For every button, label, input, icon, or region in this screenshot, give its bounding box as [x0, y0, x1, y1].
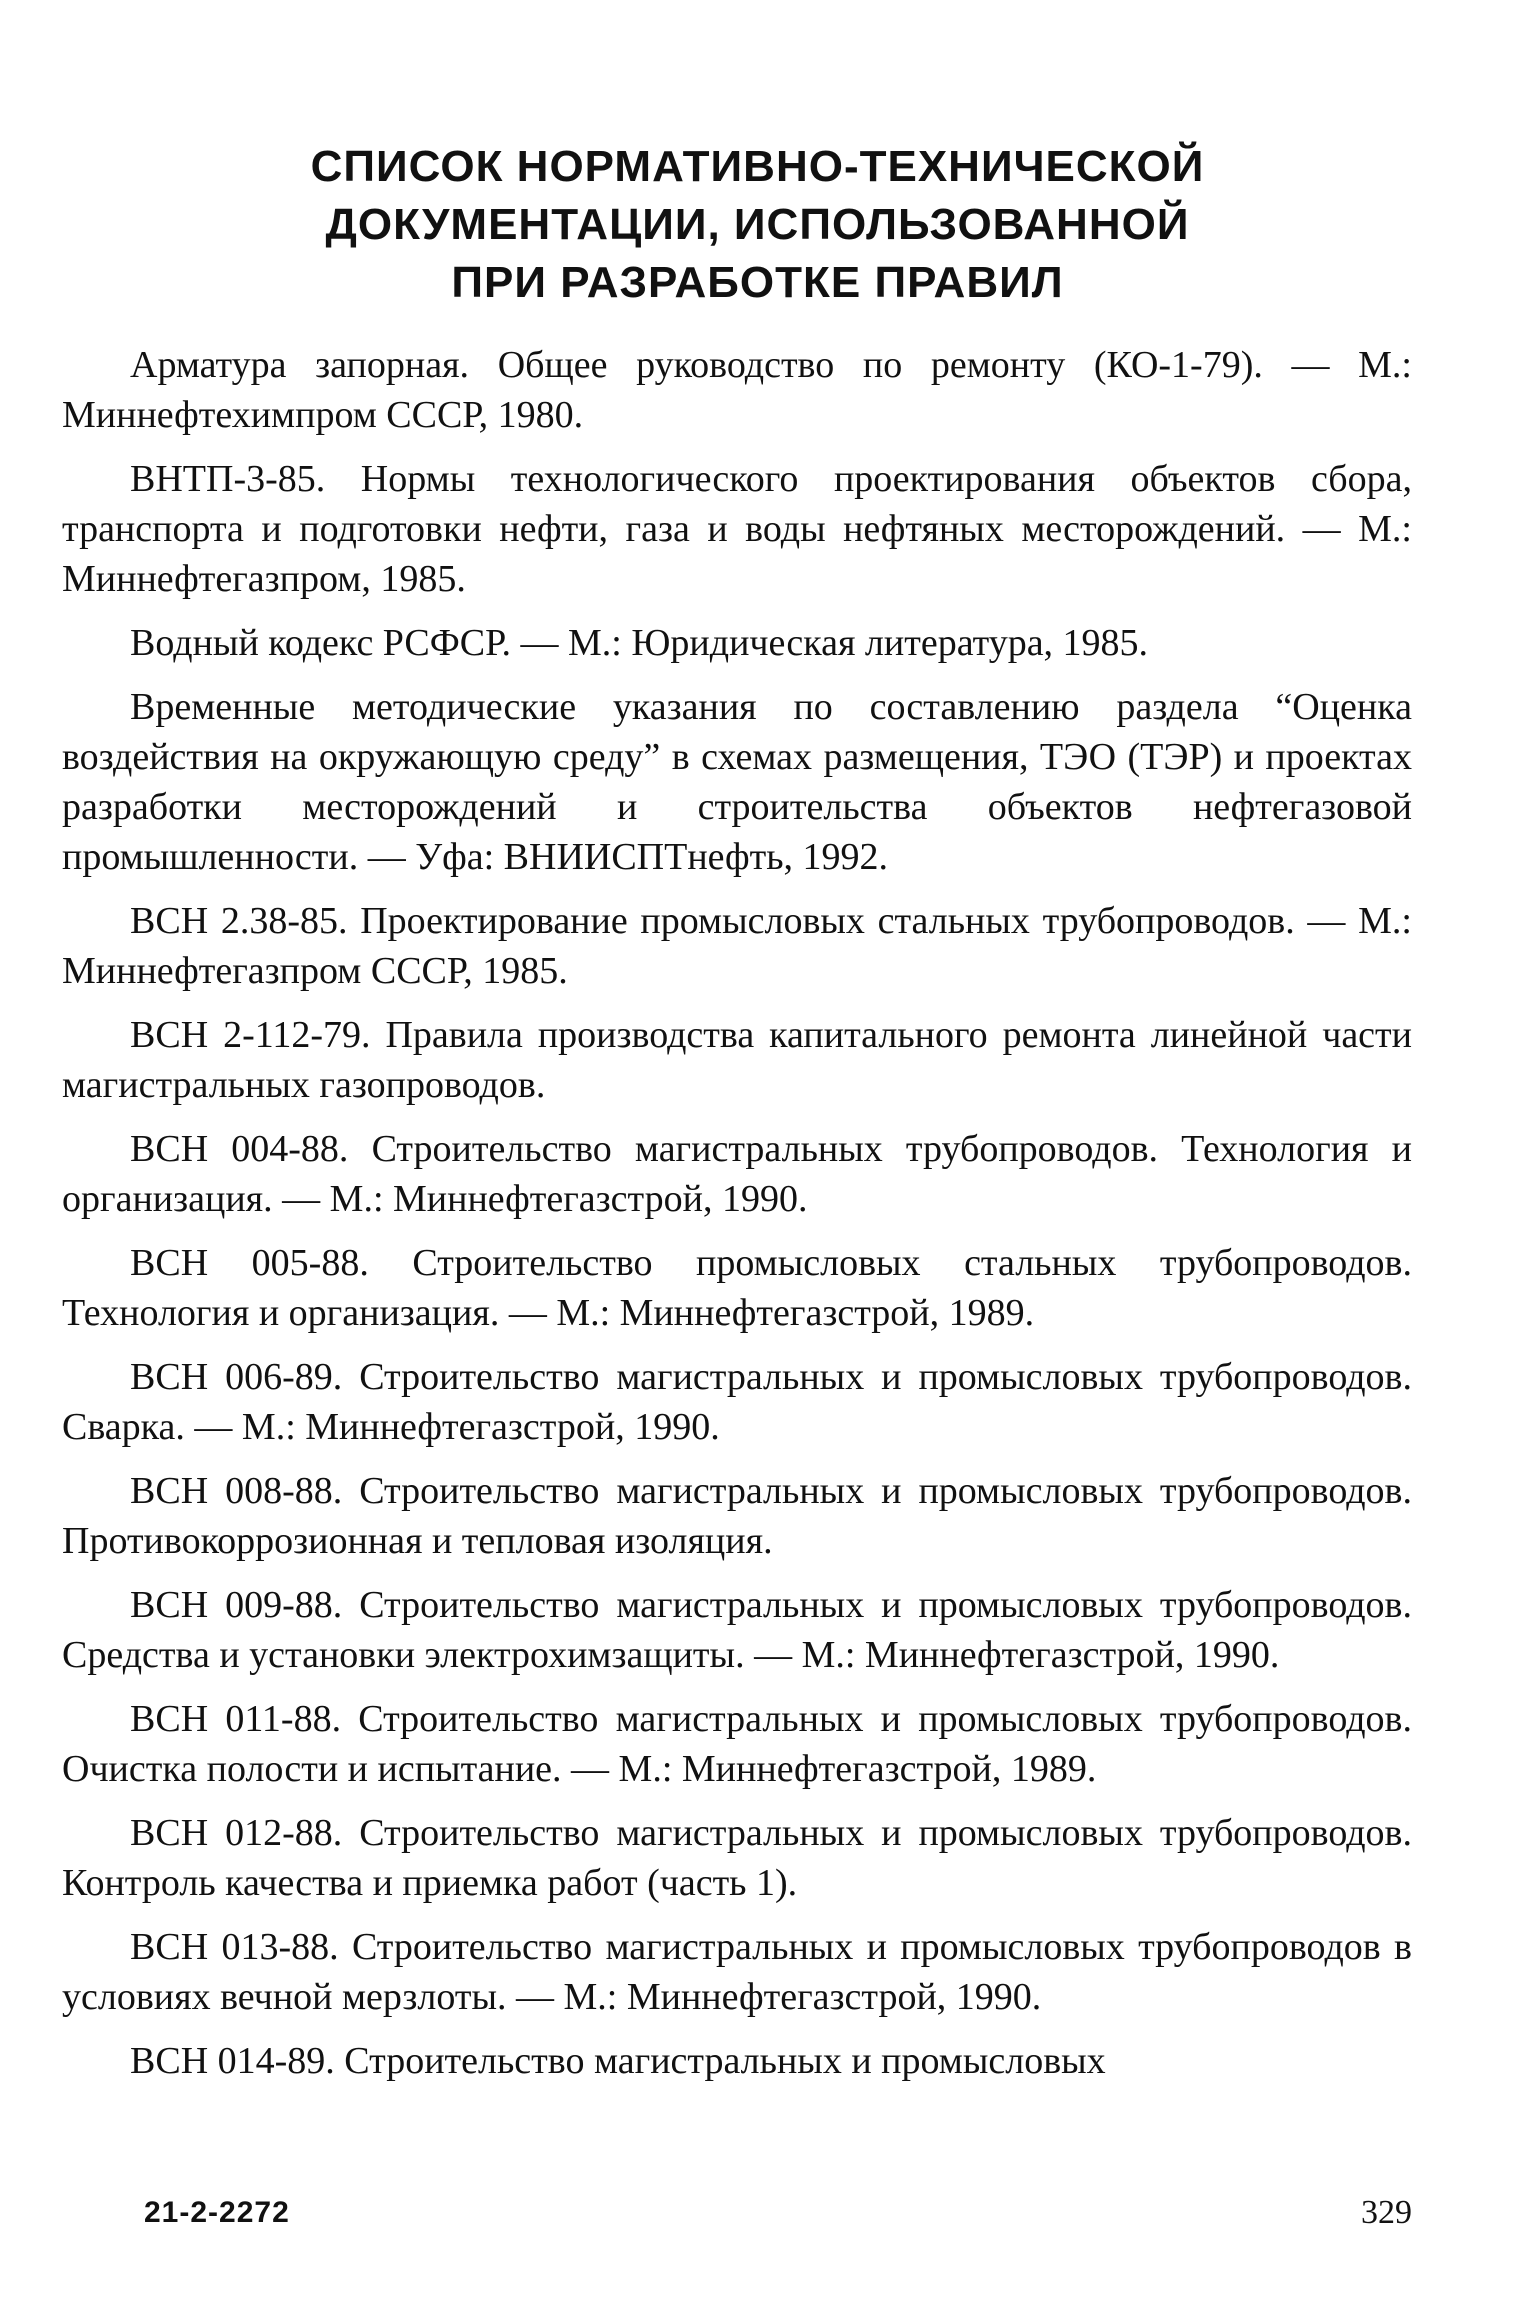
- bibliography-entry: ВСН 012-88. Строительство магистральных и промысловых трубопроводов. Контроль качества и приемка работ (часть 1).: [62, 1812, 1412, 1904]
- bibliography-entry: ВСН 2.38-85. Проектирование промысловых стальных трубопроводов. — М.: Миннефтегазпром СССР, 1985.: [62, 900, 1412, 992]
- bibliography-entry: ВСН 009-88. Строительство магистральных и промысловых трубопроводов. Средства и установки электрохимзащиты. — М.: Миннефтегазстрой, 1990.: [62, 1584, 1412, 1676]
- bibliography-entry: Временные методические указания по составлению раздела “Оценка воздействия на окружающую среду” в схемах размещения, ТЭО (ТЭР) и проектах разработки месторождений и строительства объектов нефтегазовой промышленности. — Уфа: ВНИИСПТнефть, 1992.: [62, 686, 1412, 878]
- heading-line-1: СПИСОК НОРМАТИВНО-ТЕХНИЧЕСКОЙ: [310, 142, 1205, 191]
- bibliography-entry: ВСН 006-89. Строительство магистральных и промысловых трубопроводов. Сварка. — М.: Миннефтегазстрой, 1990.: [62, 1356, 1412, 1448]
- bibliography-entry: ВСН 005-88. Строительство промысловых стальных трубопроводов. Технология и организация. — М.: Миннефтегазстрой, 1989.: [62, 1242, 1412, 1334]
- bibliography-list: [62, 340, 1412, 2100]
- bibliography-entry: ВСН 008-88. Строительство магистральных и промысловых трубопроводов. Противокоррозионная и тепловая изоляция.: [62, 1470, 1412, 1562]
- bibliography-entry: Арматура запорная. Общее руководство по ремонту (КО-1-79). — М.: Миннефтехимпром СССР, 1980.: [62, 344, 1412, 436]
- bibliography-entry: ВНТП-3-85. Нормы технологического проектирования объектов сбора, транспорта и подготовки нефти, газа и воды нефтяных месторождений. — М.: Миннефтегазпром, 1985.: [62, 458, 1412, 600]
- bibliography-entry: Водный кодекс РСФСР. — М.: Юридическая литература, 1985.: [130, 622, 1149, 664]
- bibliography-entry: ВСН 013-88. Строительство магистральных и промысловых трубопроводов в условиях вечной мерзлоты. — М.: Миннефтегазстрой, 1990.: [62, 1926, 1412, 2018]
- bibliography-entry: ВСН 014-89. Строительство магистральных и промысловых: [130, 2040, 1106, 2082]
- page-heading: [150, 138, 1365, 312]
- page-footer: [62, 2188, 1412, 2238]
- page-number: 329: [1361, 2194, 1412, 2231]
- bibliography-entry: ВСН 2-112-79. Правила производства капитального ремонта линейной части магистральных газопроводов.: [62, 1014, 1412, 1106]
- heading-line-3: ПРИ РАЗРАБОТКЕ ПРАВИЛ: [451, 258, 1064, 307]
- bibliography-entry: ВСН 004-88. Строительство магистральных трубопроводов. Технология и организация. — М.: Миннефтегазстрой, 1990.: [62, 1128, 1412, 1220]
- bibliography-entry: ВСН 011-88. Строительство магистральных и промысловых трубопроводов. Очистка полости и испытание. — М.: Миннефтегазстрой, 1989.: [62, 1698, 1412, 1790]
- print-code: 21-2-2272: [144, 2196, 290, 2229]
- heading-line-2: ДОКУМЕНТАЦИИ, ИСПОЛЬЗОВАННОЙ: [325, 200, 1190, 249]
